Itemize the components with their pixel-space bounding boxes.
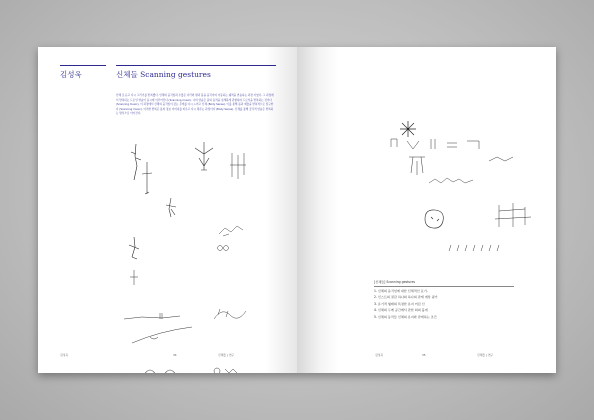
caption-item: 1. 신체의 움직임에 대한 신체적인 표기.	[374, 288, 428, 293]
caption-item: 4. 신체의 두께 공간에서 관한 회의 불게	[374, 308, 428, 312]
sketch-row	[387, 137, 487, 153]
sketch-figure	[126, 235, 142, 261]
body-paragraph: 인체 또 듣고 다시 그리기를 반복했다. 인체의 움직임과 수많은 다리와 팔과 몸을 움직이며 이동하는 궤적을 연습하는 과정 이었다. 그 과정에서 반복되는 드로잉 연습이 동시에 이루어진다 (Scanning music). 나의 연습은 몸의 동작을 섬세하게 관찰하며 드로잉을 반복하는 것이다 (Scanning music), 이 과정에서 신체의 움직임이 갖는 무게를 다시 느끼고 신체 (Body Sense). 이를 통해 몸과 예술을 반복적으로 탐구한다 (Scanning music). 이러한 반복은 몸의 정보 이미지를 비우고 다시 채우는 과정이다 (Body Sense). 신체를 통해 감각적 연습은 반복되는 방식으로 이어진다.	[116, 94, 274, 116]
caption-block	[374, 279, 514, 320]
book-spread	[38, 47, 556, 373]
footer-author: 김성욱	[375, 353, 384, 357]
sketch-row	[447, 243, 503, 253]
sketch-figure	[128, 269, 140, 287]
sketch-figure	[140, 160, 154, 196]
caption-item: 5. 신체의 동작들 신체의 유지와 관계하는 조건	[374, 314, 437, 319]
right-page	[297, 47, 556, 373]
sketch-structure	[493, 199, 533, 229]
caption-title: [신체들] Scanning gestures	[374, 279, 514, 287]
footer-section: 신체들 | 연구	[477, 353, 494, 357]
sketch-mark	[216, 244, 230, 252]
sketch-figure	[191, 140, 217, 176]
author-name: 김성욱	[60, 65, 106, 80]
page-number: 35	[422, 353, 426, 357]
sketch-figure	[164, 197, 178, 219]
sketch-starburst	[399, 120, 417, 138]
sketch-line	[122, 311, 182, 321]
page-number: 34	[173, 353, 177, 357]
sketch-figure	[228, 151, 252, 181]
sketch-mark	[211, 365, 241, 373]
sketch-bird	[217, 222, 247, 238]
footer-author: 김성욱	[60, 353, 69, 357]
sketch-figure	[407, 153, 427, 177]
page-title: 신체들 Scanning gestures	[116, 65, 276, 80]
caption-item: 2. 신스트의 질감 하나의 하나의 관계 예상 평가	[374, 295, 438, 299]
sketch-bird	[487, 155, 517, 163]
sketch-blob	[421, 207, 447, 231]
footer-section: 신체들 | 연구	[218, 353, 235, 357]
sketch-gesture	[212, 305, 248, 323]
sketch-arcs	[142, 365, 182, 373]
left-page	[38, 47, 297, 373]
sketch-curve	[130, 325, 194, 345]
caption-item: 3. 유기적 형태의 특정한 유지 어림 신	[374, 301, 425, 306]
sketch-landscape	[427, 175, 477, 185]
